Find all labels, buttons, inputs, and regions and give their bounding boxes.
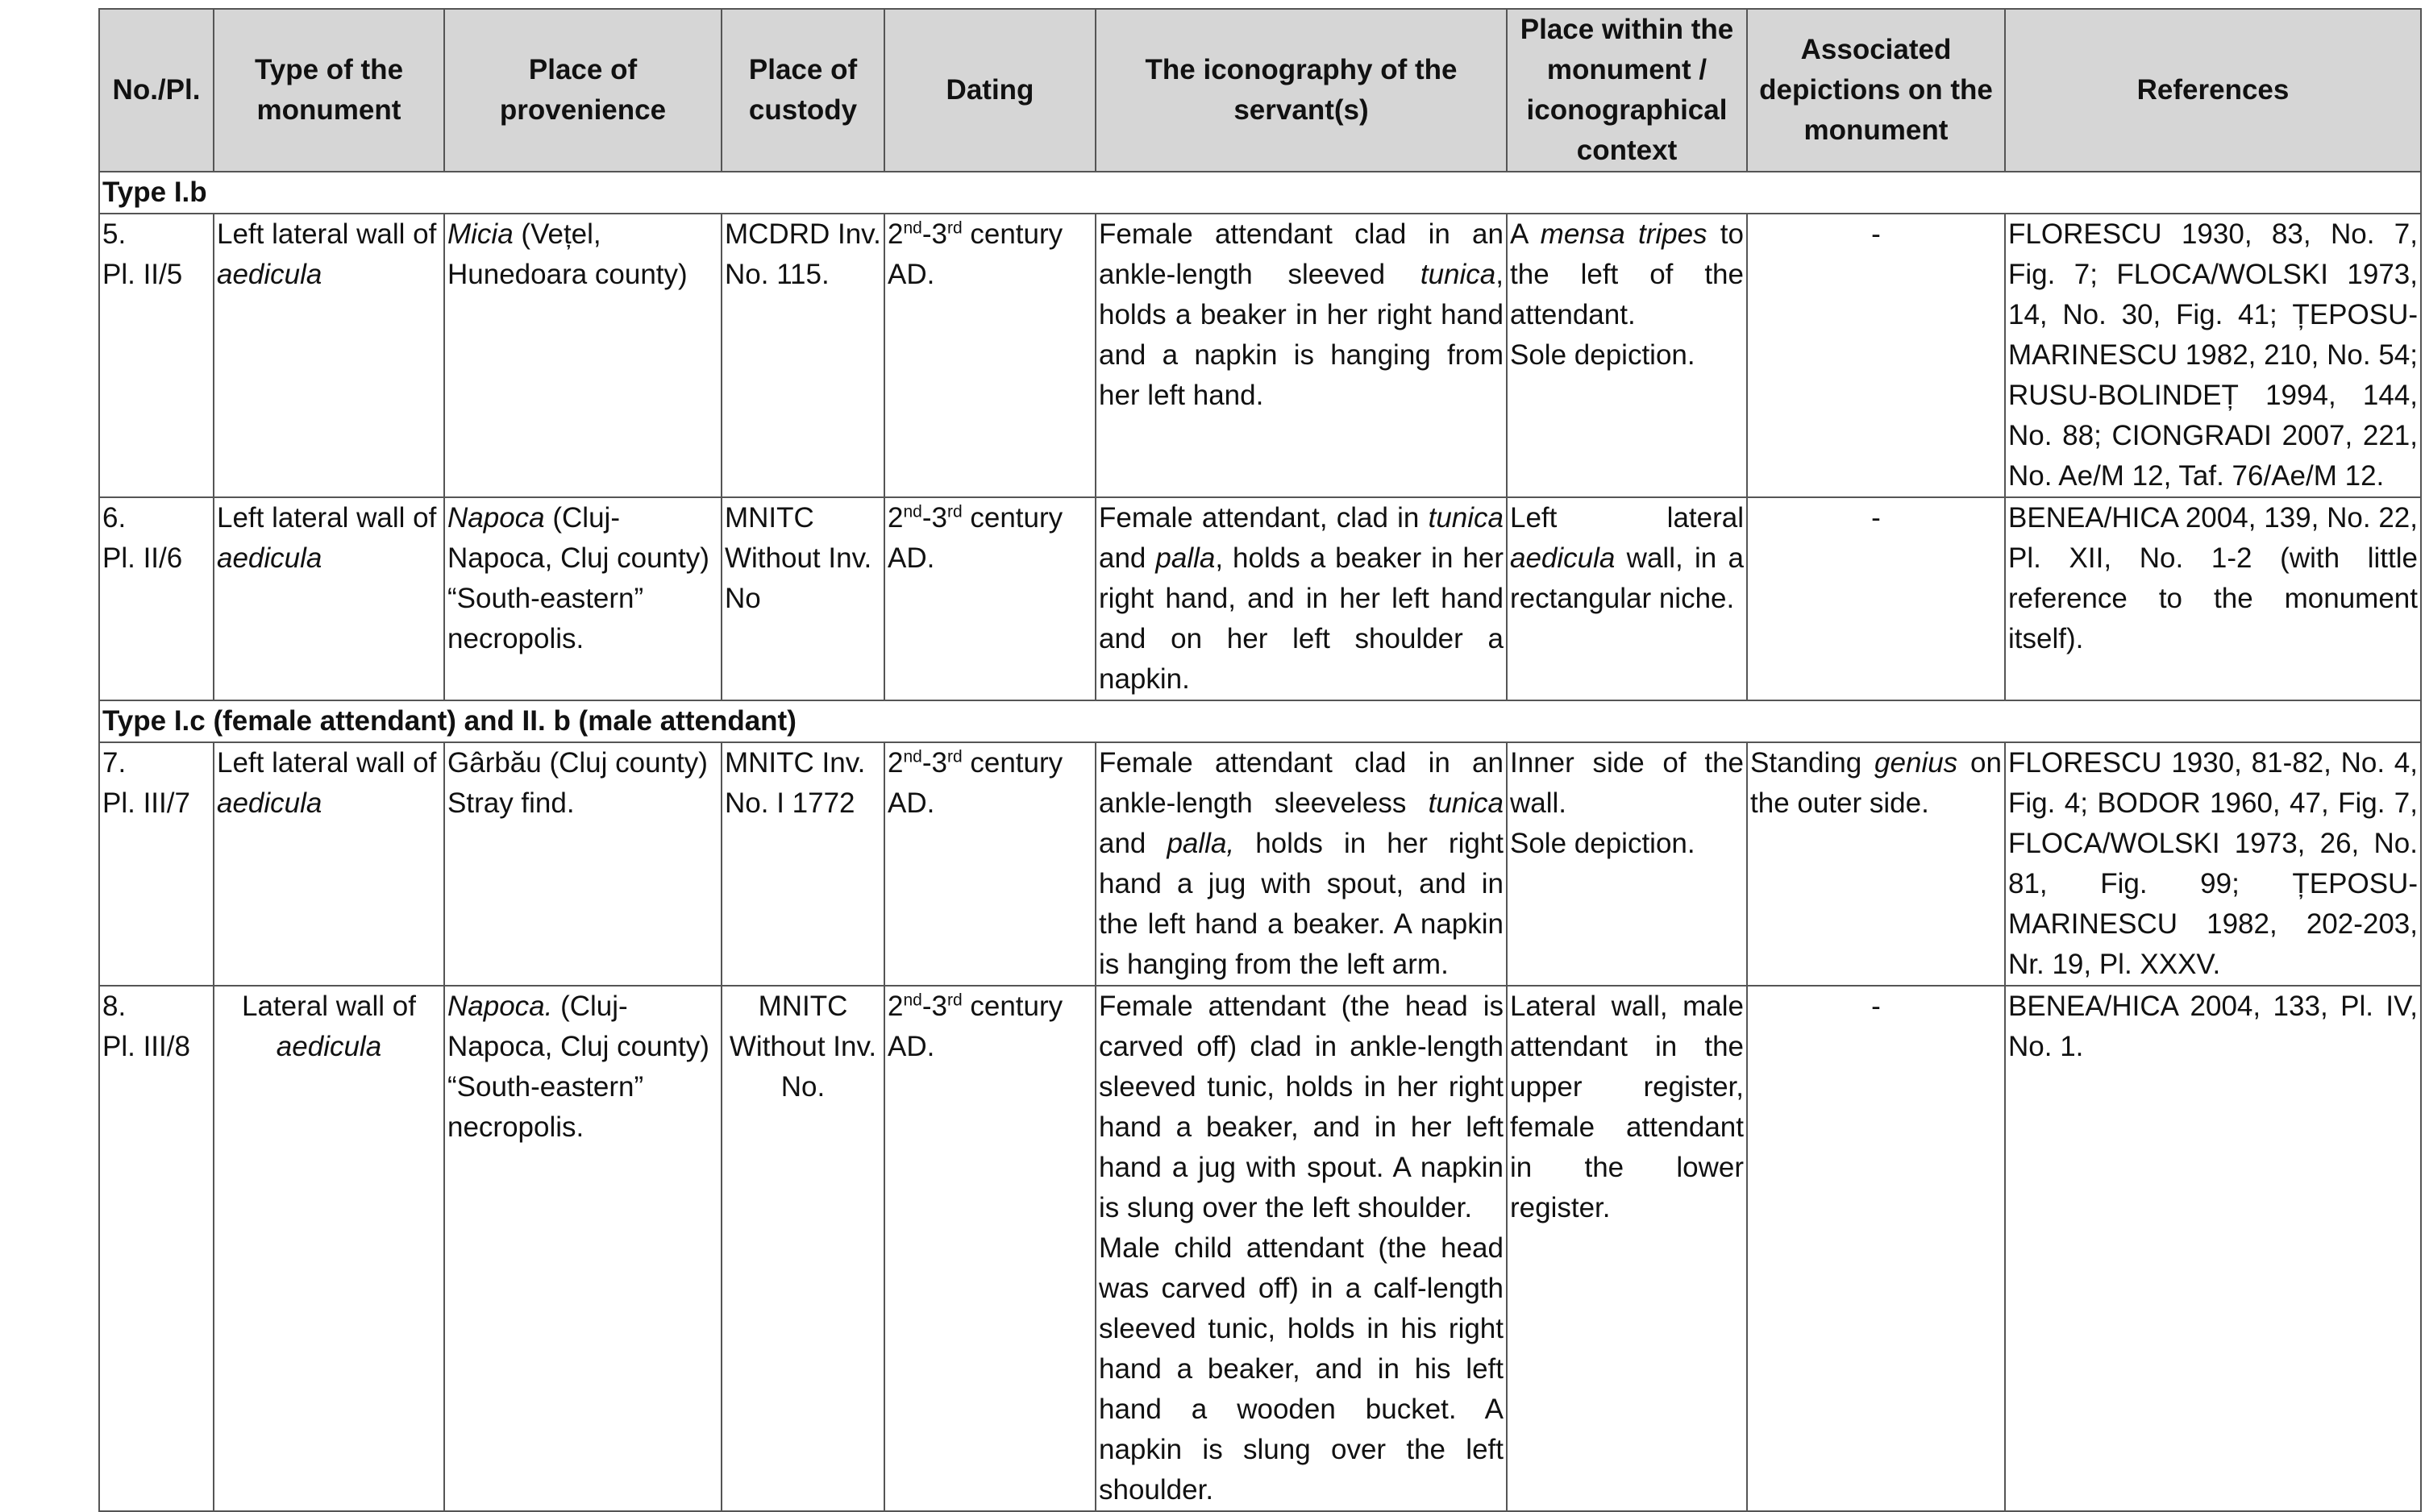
header-iconography: The iconography of the servant(s) bbox=[1096, 9, 1507, 172]
cell-dating: 2nd-3rd century AD. bbox=[884, 497, 1096, 700]
table-row bbox=[99, 497, 2421, 700]
table-row bbox=[99, 986, 2421, 1511]
table-row bbox=[99, 742, 2421, 986]
cell-iconography: Female attendant clad in an ankle-length sleeveless tunica and palla, holds in her right hand a jug with spout, and in the left hand a beaker. A napkin is hanging from the left arm. bbox=[1096, 742, 1507, 986]
section-title: Type I.c (female attendant) and II. b (male attendant) bbox=[99, 700, 2421, 742]
section-row bbox=[99, 700, 2421, 742]
cell-place: Lateral wall, male attendant in the upper register, female attendant in the lower register. bbox=[1507, 986, 1747, 1511]
cell-references: FLORESCU 1930, 83, No. 7, Fig. 7; FLOCA/WOLSKI 1973, 14, No. 30, Fig. 41; ȚEPOSU-MARINESCU 1982, 210, No. 54; RUSU-BOLINDEȚ 1994, 144, No. 88; CIONGRADI 2007, 221, No. Ae/M 12, Taf. 76/Ae/M 12. bbox=[2005, 214, 2421, 497]
header-row bbox=[99, 9, 2421, 172]
cell-type: Left lateral wall of aedicula bbox=[214, 497, 444, 700]
cell-iconography: Female attendant, clad in tunica and palla, holds a beaker in her right hand, and in her left hand and on her left shoulder a napkin. bbox=[1096, 497, 1507, 700]
cell-place: Inner side of the wall. Sole depiction. bbox=[1507, 742, 1747, 986]
header-associated: Associated depictions on the monument bbox=[1747, 9, 2005, 172]
cell-associated: - bbox=[1747, 497, 2005, 700]
cell-iconography: Female attendant (the head is carved off) clad in ankle-length sleeved tunic, holds in her right hand a beaker, and in her left hand a jug with spout. A napkin is slung over the left shoulder. Male child attendant (the head was carved off) in a calf-length sleeved tunic, holds in his right hand a beaker, and in his left hand a wooden bucket. A napkin is slung over the left shoulder. bbox=[1096, 986, 1507, 1511]
cell-provenience: Napoca. (Cluj-Napoca, Cluj county) “South-eastern” necropolis. bbox=[444, 986, 722, 1511]
cell-associated: Standing genius on the outer side. bbox=[1747, 742, 2005, 986]
header-type: Type of the monument bbox=[214, 9, 444, 172]
cell-no: 6. Pl. II/6 bbox=[99, 497, 214, 700]
cell-provenience: Napoca (Cluj-Napoca, Cluj county) “South-eastern” necropolis. bbox=[444, 497, 722, 700]
cell-custody: MNITC Without Inv. No bbox=[722, 497, 884, 700]
header-place: Place within the monument / iconographical context bbox=[1507, 9, 1747, 172]
cell-custody: MCDRD Inv. No. 115. bbox=[722, 214, 884, 497]
header-dating: Dating bbox=[884, 9, 1096, 172]
cell-references: BENEA/HICA 2004, 133, Pl. IV, No. 1. bbox=[2005, 986, 2421, 1511]
cell-no: 8. Pl. III/8 bbox=[99, 986, 214, 1511]
header-provenience: Place of provenience bbox=[444, 9, 722, 172]
cell-place: A mensa tripes to the left of the attendant. Sole depiction. bbox=[1507, 214, 1747, 497]
cell-place: Left lateral aedicula wall, in a rectangular niche. bbox=[1507, 497, 1747, 700]
cell-dating: 2nd-3rd century AD. bbox=[884, 214, 1096, 497]
cell-associated: - bbox=[1747, 214, 2005, 497]
catalogue-table bbox=[98, 8, 2422, 1512]
table-row bbox=[99, 214, 2421, 497]
header-references: References bbox=[2005, 9, 2421, 172]
header-custody: Place of custody bbox=[722, 9, 884, 172]
cell-dating: 2nd-3rd century AD. bbox=[884, 986, 1096, 1511]
cell-custody: MNITC Inv. No. I 1772 bbox=[722, 742, 884, 986]
cell-associated: - bbox=[1747, 986, 2005, 1511]
cell-iconography: Female attendant clad in an ankle-length sleeved tunica, holds a beaker in her right hand and a napkin is hanging from her left hand. bbox=[1096, 214, 1507, 497]
cell-no: 5. Pl. II/5 bbox=[99, 214, 214, 497]
cell-references: BENEA/HICA 2004, 139, No. 22, Pl. XII, No. 1-2 (with little reference to the monument itself). bbox=[2005, 497, 2421, 700]
cell-references: FLORESCU 1930, 81-82, No. 4, Fig. 4; BODOR 1960, 47, Fig. 7, FLOCA/WOLSKI 1973, 26, No. 81, Fig. 99; ȚEPOSU-MARINESCU 1982, 202-203, Nr. 19, Pl. XXXV. bbox=[2005, 742, 2421, 986]
section-row bbox=[99, 172, 2421, 214]
cell-no: 7. Pl. III/7 bbox=[99, 742, 214, 986]
cell-custody: MNITC Without Inv. No. bbox=[722, 986, 884, 1511]
cell-provenience: Gârbău (Cluj county) Stray find. bbox=[444, 742, 722, 986]
cell-dating: 2nd-3rd century AD. bbox=[884, 742, 1096, 986]
cell-type: Lateral wall of aedicula bbox=[214, 986, 444, 1511]
cell-provenience: Micia (Vețel, Hunedoara county) bbox=[444, 214, 722, 497]
cell-type: Left lateral wall of aedicula bbox=[214, 742, 444, 986]
cell-type: Left lateral wall of aedicula bbox=[214, 214, 444, 497]
section-title: Type I.b bbox=[99, 172, 2421, 214]
header-no: No./Pl. bbox=[99, 9, 214, 172]
